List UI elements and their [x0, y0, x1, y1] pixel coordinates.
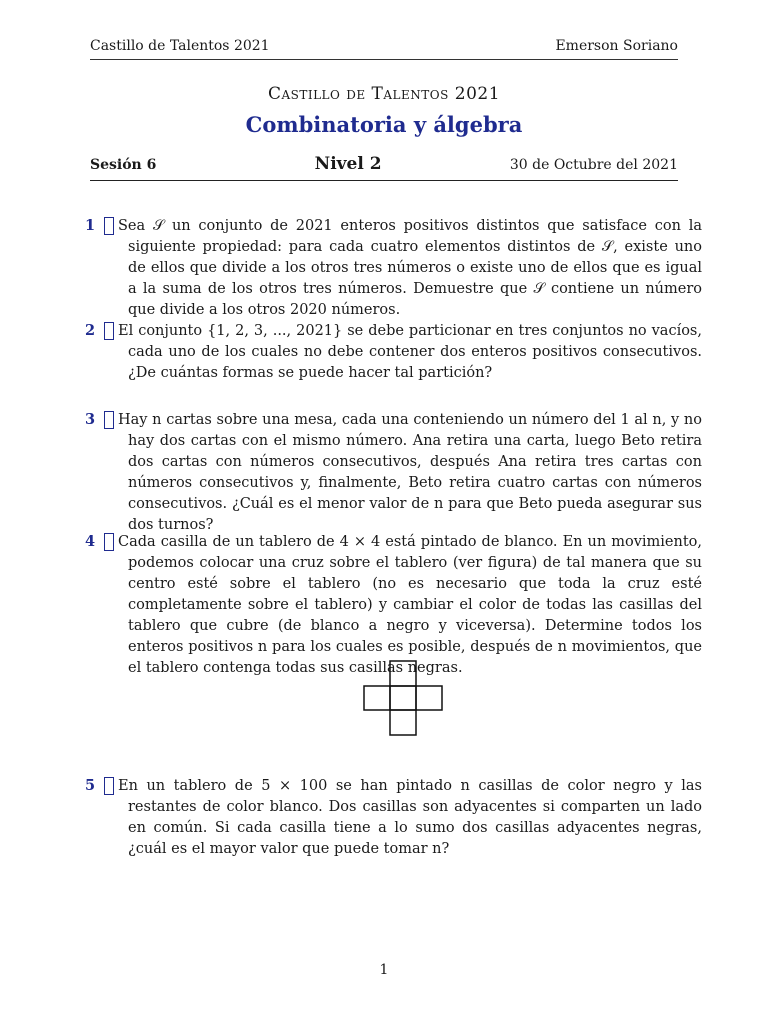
- problem-text: El conjunto {1, 2, 3, ..., 2021} se debe particionar en tres conjuntos no vacíos, cada uno de los cuales no debe contener dos enteros positivos consecutivos. ¿De cuántas formas se puede hacer tal partición?: [118, 323, 702, 381]
- main-title: Combinatoria y álgebra: [245, 112, 523, 137]
- meta-row: [90, 154, 678, 181]
- problem-number: 2: [104, 322, 114, 340]
- problem-5: [85, 776, 702, 860]
- problem-text: Cada casilla de un tablero de 4 × 4 está pintado de blanco. En un movimiento, podemos colocar una cruz sobre el tablero (ver figura) de tal manera que su centro esté sobre el tablero (no es necesario que toda la cruz esté completamente sobre el tablero) y cambiar el color de todas las casillas del tablero que cubre (de blanco a negro y viceversa). Determine todos los enteros positivos n para los cuales es posible, después de n movimientos, que el tablero contenga todas sus casillas negras.: [118, 534, 702, 676]
- problem-number: 5: [104, 777, 114, 795]
- problem-number: 3: [104, 411, 114, 429]
- running-header: [90, 38, 678, 60]
- series-title: Castillo de Talentos 2021: [267, 84, 501, 104]
- problem-number: 1: [104, 217, 114, 235]
- header-right: Emerson Soriano: [555, 38, 678, 54]
- problem-2: [85, 321, 702, 384]
- cross-figure: [363, 660, 443, 736]
- problem-text: Sea 𝒮 un conjunto de 2021 enteros positivos distintos que satisface con la siguiente propiedad: para cada cuatro elementos distintos de 𝒮, existe uno de ellos que divide a los otros tres números o existe uno de ellos que es igual a la suma de los otros tres números. Demuestre que 𝒮 contiene un número que divide a los otros 2020 números.: [118, 218, 702, 318]
- problem-1: [85, 216, 702, 321]
- cross-cell-left: [364, 686, 390, 710]
- problem-text: En un tablero de 5 × 100 se han pintado n casillas de color negro y las restantes de color blanco. Dos casillas son adyacentes si comparten un lado en común. Si cada casilla tiene a lo sumo dos casillas adyacentes negras, ¿cuál es el mayor valor que puede tomar n?: [118, 778, 702, 857]
- cross-cell-bottom: [390, 710, 416, 735]
- date-label: 30 de Octubre del 2021: [509, 157, 678, 173]
- header-left: Castillo de Talentos 2021: [90, 38, 270, 54]
- session-label: Sesión 6: [90, 157, 157, 173]
- level-label: Nivel 2: [314, 154, 382, 174]
- problem-number: 4: [104, 533, 114, 551]
- cross-cell-center: [390, 686, 416, 710]
- cross-cell-right: [416, 686, 442, 710]
- page-number: 1: [379, 962, 389, 978]
- cross-cell-top: [390, 661, 416, 686]
- problem-4: [85, 532, 702, 679]
- title-block: [90, 84, 678, 137]
- problem-3: [85, 410, 702, 536]
- problem-text: Hay n cartas sobre una mesa, cada una conteniendo un número del 1 al n, y no hay dos cartas con el mismo número. Ana retira una carta, luego Beto retira dos cartas con números consecutivos, después Ana retira tres cartas con números consecutivos y, finalmente, Beto retira cuatro cartas con números consecutivos. ¿Cuál es el menor valor de n para que Beto pueda asegurar sus dos turnos?: [118, 412, 702, 533]
